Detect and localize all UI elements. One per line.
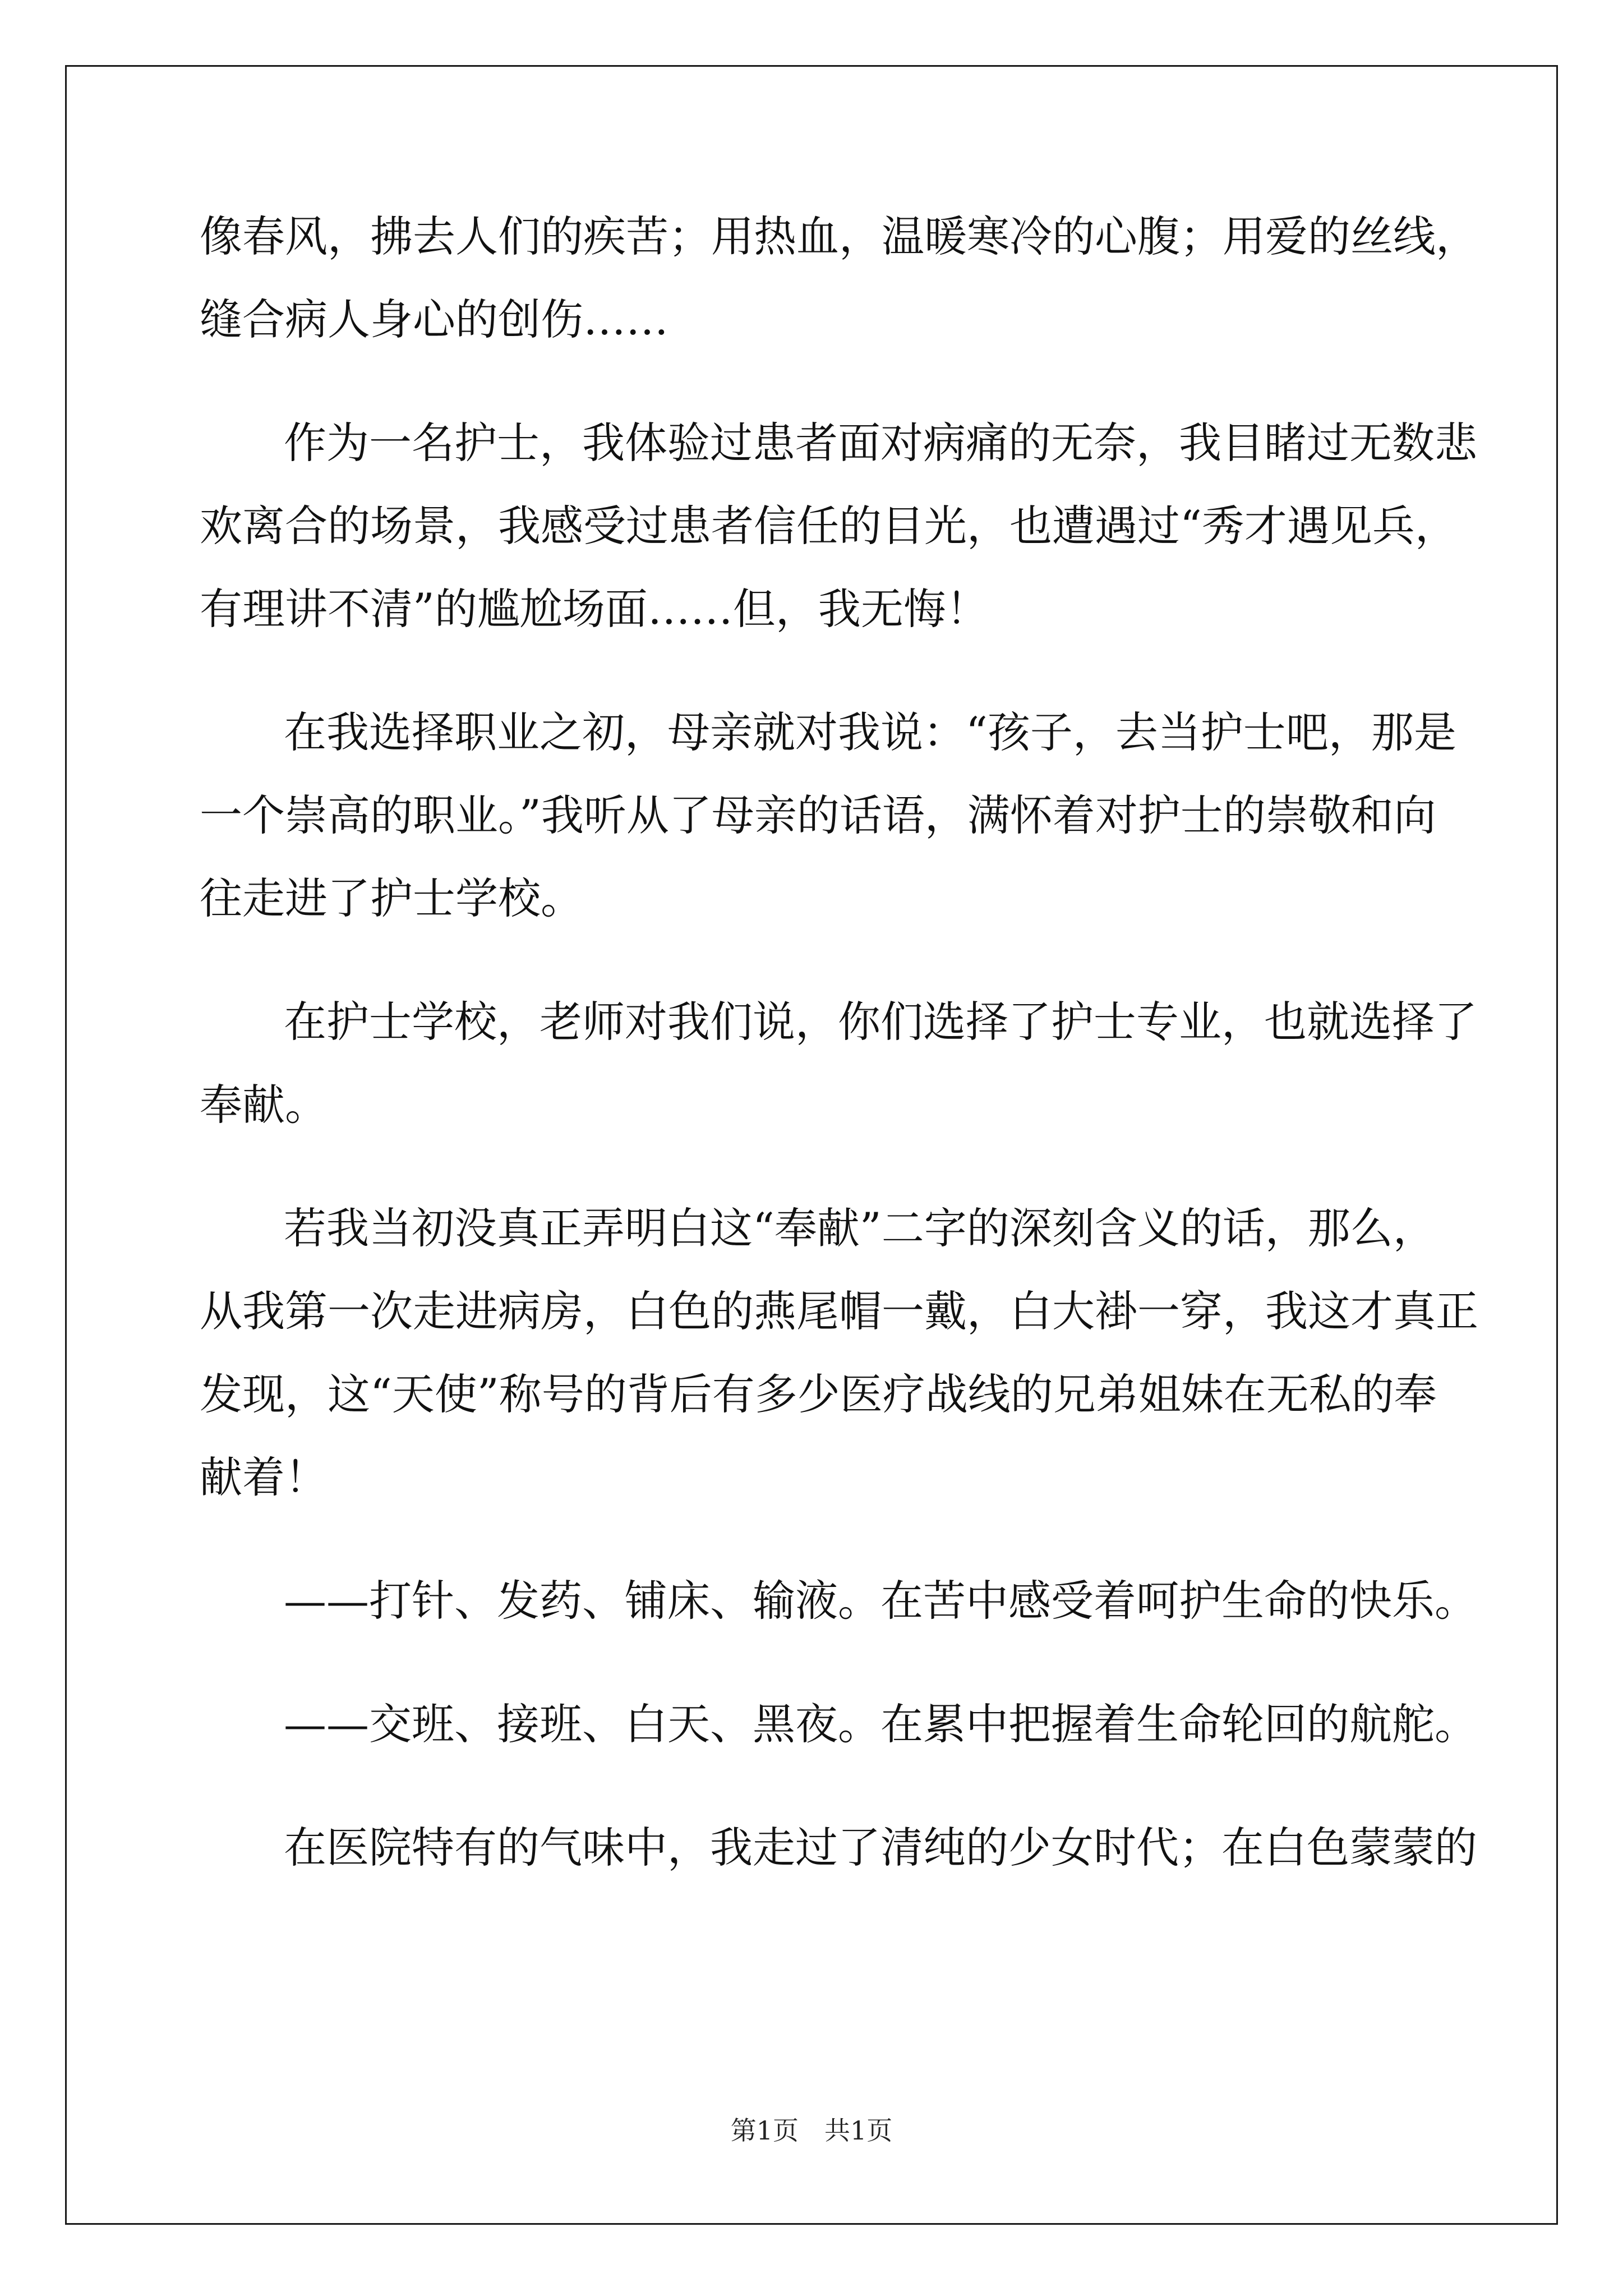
text-line: 在护士学校，老师对我们说，你们选择了护士专业，也就选择了 <box>284 997 1477 1047</box>
page-footer: 第1页 共1页 <box>730 2115 893 2146</box>
page-border <box>65 65 1558 2225</box>
text-line: 发现，这“天使”称号的背后有多少医疗战线的兄弟姐妹在无私的奉 <box>200 1369 1437 1419</box>
text-line: 作为一名护士，我体验过患者面对病痛的无奈，我目睹过无数悲 <box>284 418 1477 468</box>
text-line: 在医院特有的气味中，我走过了清纯的少女时代；在白色蒙蒙的 <box>284 1823 1477 1872</box>
text-line: 像春风，拂去人们的疾苦；用热血，温暖寒冷的心腹；用爱的丝线， <box>200 211 1478 261</box>
text-line: 一个崇高的职业。”我听从了母亲的话语，满怀着对护士的崇敬和向 <box>200 790 1436 840</box>
text-line: 有理讲不清”的尴尬场面……但，我无悔！ <box>200 584 989 634</box>
text-line: 若我当初没真正弄明白这“奉献”二字的深刻含义的话，那么， <box>284 1203 1436 1253</box>
text-line: 往走进了护士学校。 <box>200 873 583 923</box>
text-line: 奉献。 <box>200 1080 328 1130</box>
text-line: 欢离合的场景，我感受过患者信任的目光，也遭遇过“秀才遇见兵， <box>200 501 1458 551</box>
text-line: 在我选择职业之初，母亲就对我说：“孩子，去当护士吧，那是 <box>284 707 1456 757</box>
text-line: 缝合病人身心的创伤…… <box>200 295 668 344</box>
text-line: ——打针、发药、铺床、输液。在苦中感受着呵护生命的快乐。 <box>284 1576 1477 1626</box>
text-line: ——交班、接班、白天、黑夜。在累中把握着生命轮回的航舵。 <box>284 1699 1477 1749</box>
text-line: 献着！ <box>200 1452 328 1502</box>
text-line: 从我第一次走进病房，白色的燕尾帽一戴，白大褂一穿，我这才真正 <box>200 1286 1478 1336</box>
